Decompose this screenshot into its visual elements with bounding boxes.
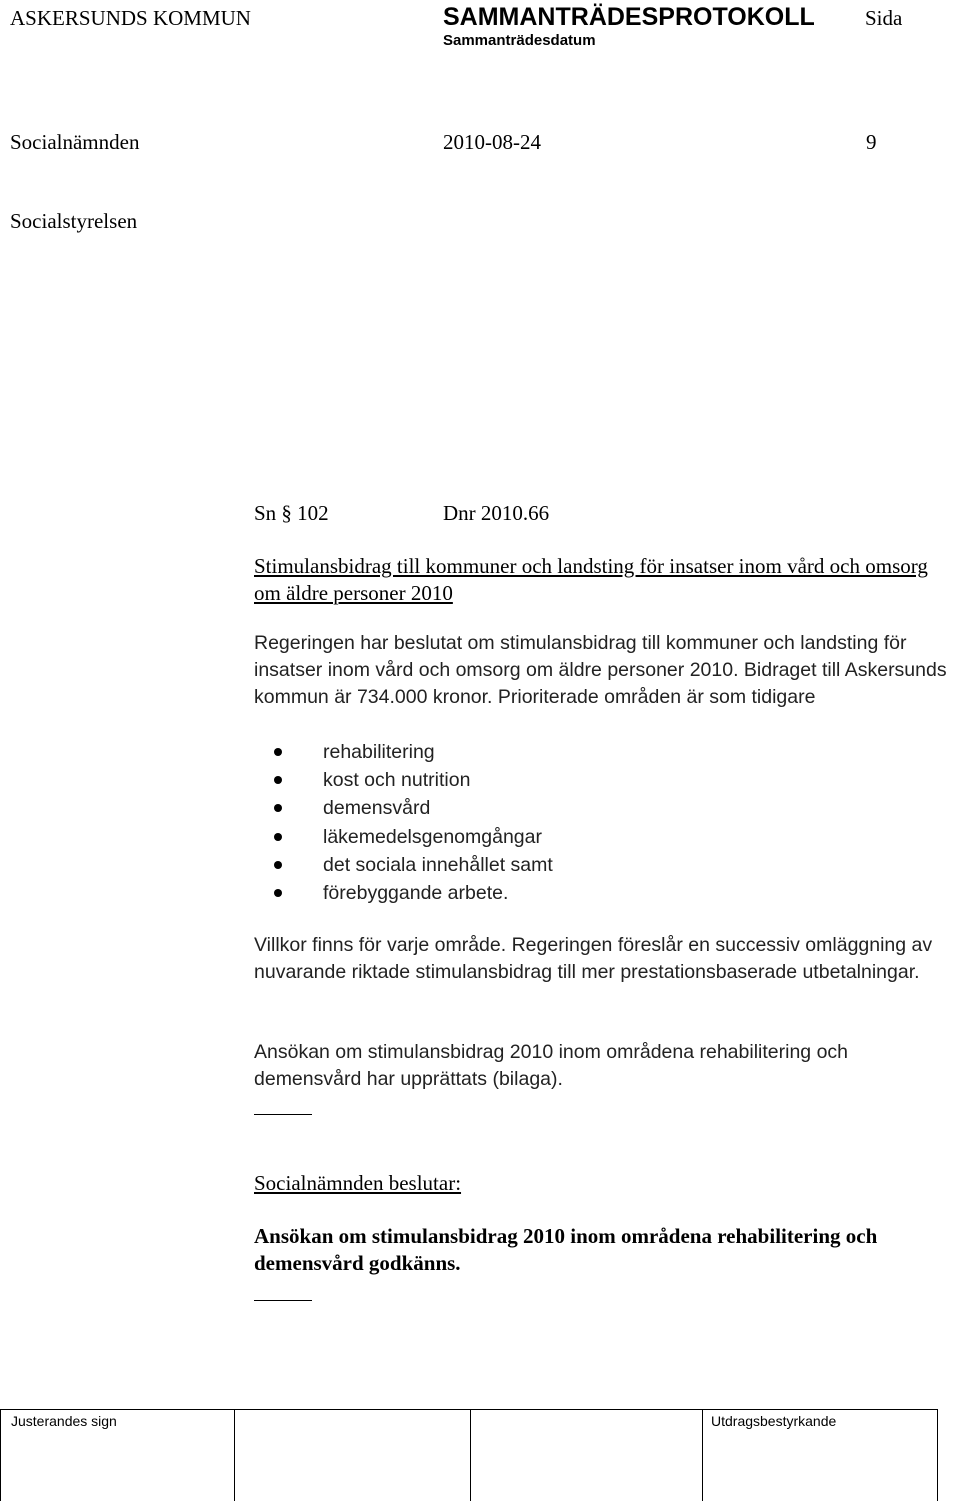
municipality-name: ASKERSUNDS KOMMUN bbox=[10, 6, 251, 30]
page-number: 9 bbox=[866, 130, 877, 154]
meeting-date: 2010-08-24 bbox=[443, 130, 541, 154]
adjuster-sign-label: Justerandes sign bbox=[11, 1413, 117, 1429]
signature-cell bbox=[471, 1410, 703, 1501]
recipient: Socialstyrelsen bbox=[10, 209, 138, 233]
application-paragraph: Ansökan om stimulansbidrag 2010 inom områdena rehabilitering och demensvård har upprättats (bilaga). bbox=[254, 1041, 849, 1090]
bullet-icon bbox=[274, 804, 282, 812]
paragraph-number: Sn § 102 bbox=[254, 501, 329, 525]
extract-certification-label: Utdragsbestyrkande bbox=[711, 1413, 837, 1429]
adjuster-sign-cell bbox=[1, 1410, 235, 1501]
bullet-icon bbox=[274, 833, 282, 841]
meeting-date-label: Sammanträdesdatum bbox=[443, 32, 596, 49]
list-item: rehabilitering bbox=[254, 738, 553, 766]
case-title: Stimulansbidrag till kommuner och landsting för insatser inom vård och omsorg om äldre personer 2010 bbox=[254, 554, 928, 605]
signature-cell bbox=[235, 1410, 471, 1501]
list-item: kost och nutrition bbox=[254, 766, 553, 794]
list-item: det sociala innehållet samt bbox=[254, 851, 553, 879]
list-item: förebyggande arbete. bbox=[254, 879, 553, 907]
conditions-paragraph: Villkor finns för varje område. Regeringen föreslår en successiv omläggning av nuvarande riktade stimulansbidrag till mer prestationsbaserade utbetalningar. bbox=[254, 934, 933, 983]
bullet-icon bbox=[274, 889, 282, 897]
priority-areas-list bbox=[254, 738, 553, 907]
bullet-icon bbox=[274, 776, 282, 784]
signature-table bbox=[0, 1409, 938, 1501]
section-divider bbox=[254, 1300, 312, 1301]
bullet-icon bbox=[274, 748, 282, 756]
document-type-title: SAMMANTRÄDESPROTOKOLL bbox=[443, 3, 815, 31]
section-divider bbox=[254, 1114, 312, 1115]
bullet-icon bbox=[274, 861, 282, 869]
decision-heading: Socialnämnden beslutar: bbox=[254, 1171, 462, 1195]
committee-name: Socialnämnden bbox=[10, 130, 140, 154]
page-label: Sida bbox=[865, 6, 903, 30]
intro-paragraph: Regeringen har beslutat om stimulansbidrag till kommuner och landsting för insatser inom vård och omsorg om äldre personer 2010. Bidraget till Askersunds kommun är 734.000 kronor. Prioriterade områden är som tidigare bbox=[254, 632, 947, 708]
list-item: läkemedelsgenomgångar bbox=[254, 823, 553, 851]
list-item: demensvård bbox=[254, 794, 553, 822]
extract-certification-cell bbox=[703, 1410, 937, 1501]
decision-text: Ansökan om stimulansbidrag 2010 inom områdena rehabilitering och demensvård godkänns. bbox=[254, 1224, 878, 1275]
diary-number: Dnr 2010.66 bbox=[443, 501, 550, 525]
